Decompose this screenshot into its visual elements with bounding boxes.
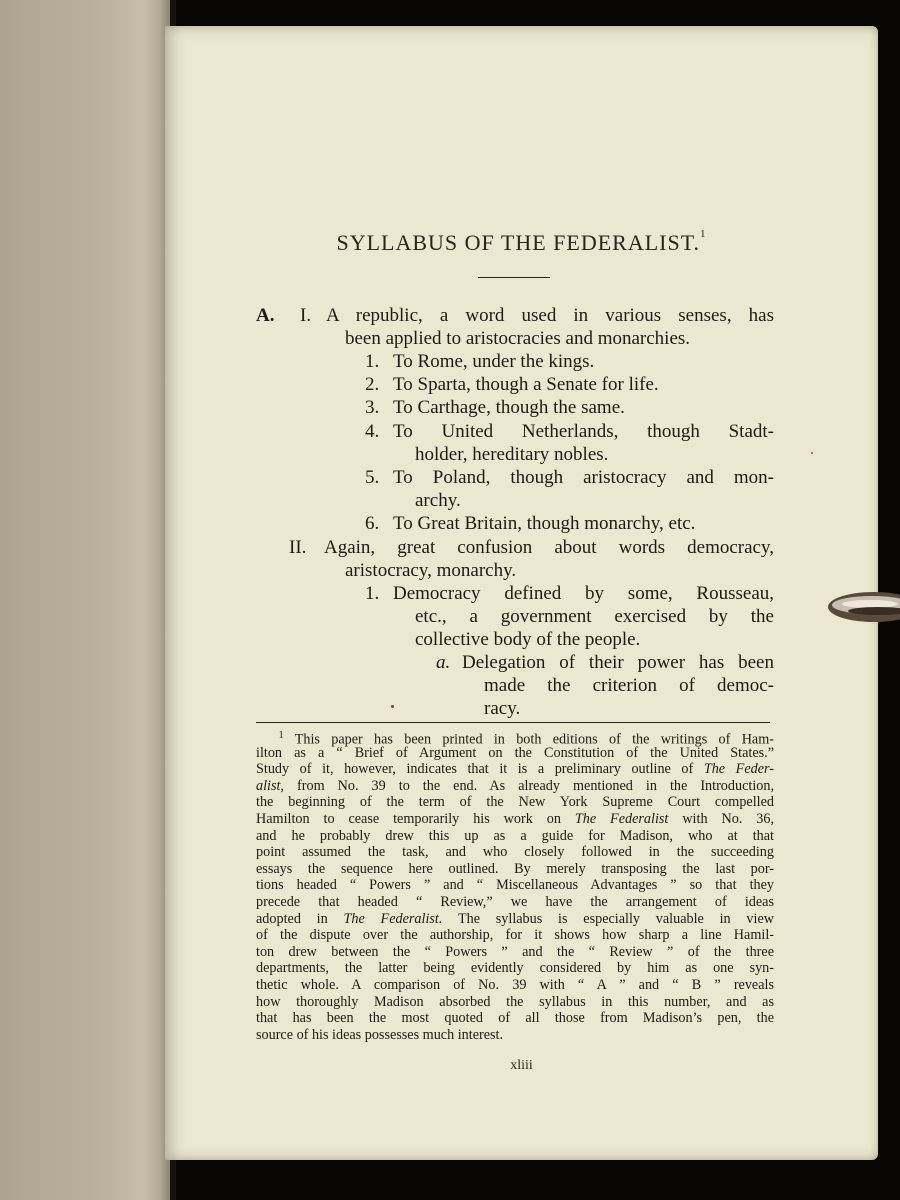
item-number: 1. xyxy=(365,583,380,604)
item-text: To Sparta, though a Senate for life. xyxy=(393,374,659,395)
roman-i: I. xyxy=(300,305,312,326)
item-text-continued: holder, hereditary nobles. xyxy=(415,444,609,465)
footnote-line: adopted in The Federalist. The syllabus is especially valuable in view xyxy=(256,910,774,927)
footnote-mark: 1 xyxy=(278,730,284,741)
footnote-rule xyxy=(256,722,770,723)
footnote-line: the beginning of the term of the New York Supreme Court compelled xyxy=(256,794,774,811)
footnote-line: source of his ideas possesses much interest. xyxy=(256,1026,504,1043)
roman-ii: II. xyxy=(289,537,307,558)
item-text-continued: archy. xyxy=(415,490,461,511)
footnote-line: departments, the latter being evidently considered by him as one syn- xyxy=(256,960,774,977)
paper-speck xyxy=(391,705,394,708)
outline-line: been applied to aristocracies and monarchies. xyxy=(345,328,691,349)
item-text: To Great Britain, though monarchy, etc. xyxy=(393,513,696,534)
title-rule xyxy=(478,277,550,278)
footnote-line: essays the sequence here outlined. By merely transposing the last por- xyxy=(256,860,774,877)
item-number: 3. xyxy=(365,397,380,418)
footnote-line: $^1$ This paper has been printed in both editions of the writings of Ham- xyxy=(278,730,774,748)
item-text: Democracy defined by some, Rousseau, xyxy=(393,583,774,604)
footnote-line: ilton as a “ Brief of Argument on the Constitution of the United States.” xyxy=(256,744,774,761)
footnote-line: point assumed the task, and who closely followed in the succeeding xyxy=(256,844,774,861)
paper-speck xyxy=(811,452,813,454)
item-number: 1. xyxy=(365,351,380,372)
item-text: To United Netherlands, though Stadt- xyxy=(393,421,774,442)
footnote-line: alist, from No. 39 to the end. As already mentioned in the Introduction, xyxy=(256,777,774,794)
sub-item-text: Delegation of their power has been xyxy=(462,652,774,673)
item-text: To Carthage, though the same. xyxy=(393,397,625,418)
item-text: To Rome, under the kings. xyxy=(393,351,595,372)
title-text: SYLLABUS OF THE FEDERALIST. xyxy=(336,230,701,255)
page-title xyxy=(165,230,878,256)
footnote-line: thetic whole. A comparison of No. 39 with “ A ” and “ B ” reveals xyxy=(256,976,774,993)
left-facing-page xyxy=(0,0,170,1200)
footnote-line: precede that headed “ Review,” we have the arrangement of ideas xyxy=(256,893,774,910)
sub-item-text-continued: made the criterion of democ- xyxy=(484,675,774,696)
footnote-reference: 1 xyxy=(700,228,707,240)
item-text: To Poland, though aristocracy and mon- xyxy=(393,467,774,488)
item-text-continued: etc., a government exercised by the xyxy=(415,606,774,627)
footnote-line: of the dispute over the authorship, for it shows how sharp a line Hamil- xyxy=(256,927,774,944)
item-number: 4. xyxy=(365,421,380,442)
footnote-line: how thoroughly Madison absorbed the syllabus in this number, and as xyxy=(256,993,774,1010)
footnote xyxy=(256,728,774,1043)
item-number: 6. xyxy=(365,513,380,534)
footnote-line: tions headed “ Powers ” and “ Miscellaneous Advantages ” so that they xyxy=(256,877,774,894)
page-number: xliii xyxy=(510,1058,533,1073)
outline-line: aristocracy, monarchy. xyxy=(345,560,517,581)
footnote-line: Study of it, however, indicates that it is a preliminary outline of The Feder- xyxy=(256,761,774,778)
sub-item-letter: a. xyxy=(436,652,451,673)
section-marker: A. xyxy=(256,305,275,326)
item-text-continued: collective body of the people. xyxy=(415,629,641,650)
footnote-line: Hamilton to cease temporarily his work on The Federalist with No. 36, xyxy=(256,810,774,827)
item-number: 2. xyxy=(365,374,380,395)
footnote-line: ton drew between the “ Powers ” and the “ Review ” of the three xyxy=(256,943,774,960)
sub-item-text-continued: racy. xyxy=(484,698,521,719)
outline-line: Again, great confusion about words democracy, xyxy=(324,537,774,558)
metal-clip xyxy=(826,586,900,628)
footnote-line: that has been the most quoted of all those from Madison’s pen, the xyxy=(256,1010,774,1027)
item-number: 5. xyxy=(365,467,380,488)
outline-line: A republic, a word used in various senses, has xyxy=(326,305,774,326)
footnote-line: and he probably drew this up as a guide for Madison, who at that xyxy=(256,827,774,844)
